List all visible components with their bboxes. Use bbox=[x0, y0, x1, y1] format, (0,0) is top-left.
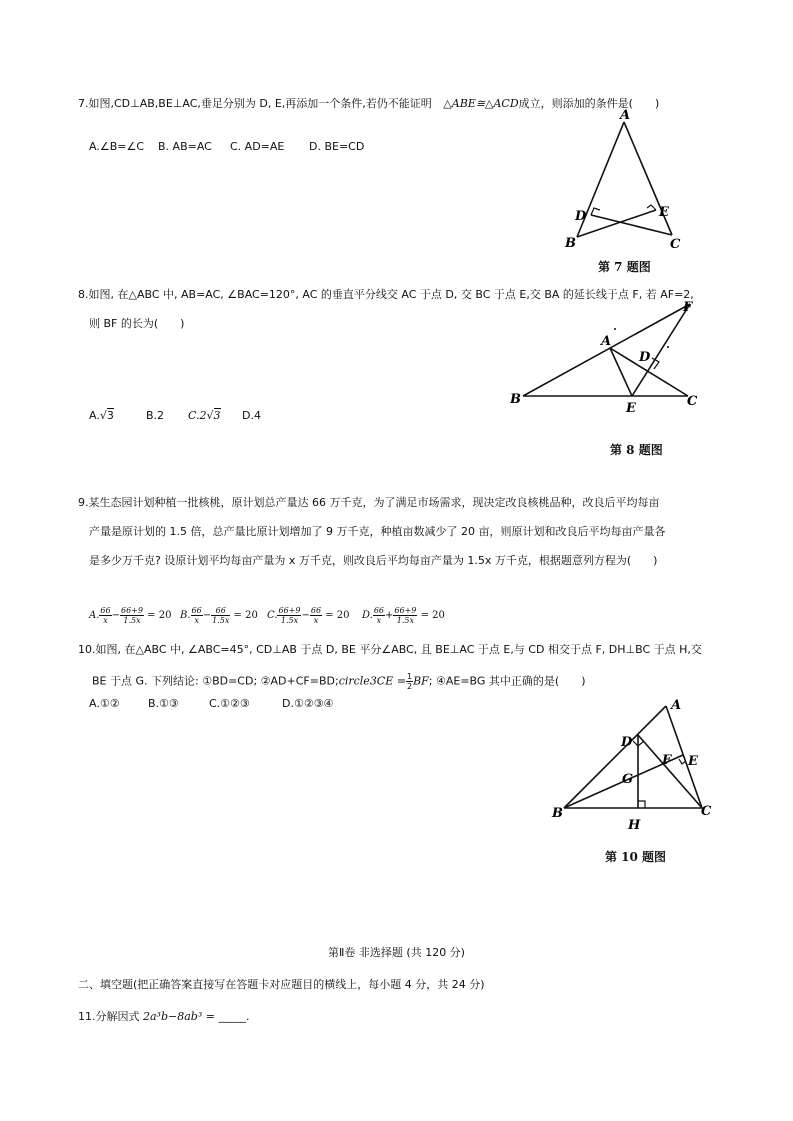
q10-right-angle-h bbox=[638, 801, 645, 808]
q9-option-c-label: C. bbox=[267, 610, 278, 621]
q9-c-num2: 66 bbox=[310, 606, 322, 615]
q10-figure-caption: 第 10 题图 bbox=[605, 850, 667, 864]
q9-b-eq: = 20 bbox=[233, 610, 258, 621]
q9-b-num2: 66 bbox=[211, 606, 230, 616]
q9-d-num1: 66 bbox=[373, 606, 385, 615]
sqrt-icon: √ bbox=[99, 409, 107, 422]
q10-line-ba bbox=[564, 706, 666, 808]
q10-line2-a: BE 于点 G. 下列结论: ①BD=CD; ②AD+CF=BD; bbox=[92, 674, 339, 688]
q8-stem-line1: 8.如图, 在△ABC 中, AB=AC, ∠BAC=120°, AC 的垂直平分线交 AC 于点 D, 交 BC 于点 E,交 BA 的延长线于点 F, 若 AF=2, bbox=[78, 288, 694, 301]
q8-option-c-prefix: C.2 bbox=[188, 409, 207, 422]
q9-c-eq: = 20 bbox=[325, 610, 350, 621]
q10-line2 bbox=[92, 672, 586, 691]
q10-option-b: B.①③ bbox=[148, 697, 179, 710]
q8-option-a-prefix: A. bbox=[89, 409, 100, 422]
q8-dot bbox=[614, 328, 616, 330]
q11-stem bbox=[78, 1010, 249, 1024]
q11-math: 2a³b−8ab³ = bbox=[143, 1010, 215, 1023]
section2-heading: 二、填空题(把正确答案直接写在答题卡对应题目的横线上，每小题 4 分，共 24 分) bbox=[78, 978, 485, 991]
q9-d-den2: 1.5x bbox=[396, 616, 415, 625]
q9-option-c bbox=[267, 606, 350, 625]
q8-option-a bbox=[89, 409, 114, 423]
q7-right-angle-e bbox=[647, 205, 656, 210]
q7-label-c: C bbox=[670, 237, 681, 252]
sqrt-icon: √ bbox=[206, 409, 214, 422]
q9-option-b bbox=[180, 606, 258, 625]
q10-label-e: E bbox=[688, 754, 698, 769]
q9-option-a-label: A. bbox=[89, 610, 100, 621]
q8-label-e: E bbox=[626, 401, 636, 416]
q10-line1: 10.如图, 在△ABC 中, ∠ABC=45°, CD⊥AB 于点 D, BE 平分∠ABC, 且 BE⊥AC 于点 E,与 CD 相交于点 F, DH⊥BC 于点 H,交 bbox=[78, 643, 702, 656]
q9-c-num1: 66+9 bbox=[278, 606, 301, 615]
q9-c-den2: x bbox=[313, 616, 319, 625]
q10-line2-b: ; ④AE=BG 其中正确的是( ) bbox=[428, 674, 586, 688]
q10-line2-math: circle3CE = bbox=[338, 674, 406, 688]
q8-label-d: D bbox=[639, 350, 651, 365]
q10-label-b: B bbox=[552, 806, 563, 821]
q7-figure-caption: 第 7 题图 bbox=[598, 260, 651, 274]
q10-label-f: F bbox=[662, 753, 672, 768]
q7-label-a: A bbox=[620, 108, 631, 123]
q9-b-den1: x bbox=[194, 616, 199, 625]
q10-line2-math2: BF bbox=[413, 674, 429, 688]
q7-label-d: D bbox=[575, 209, 587, 224]
q10-option-a: A.①② bbox=[89, 697, 120, 710]
q9-line2: 产量是原计划的 1.5 倍，总产量比原计划增加了 9 万千克，种植亩数减少了 20 亩，则原计划和改良后平均每亩产量各 bbox=[89, 525, 666, 538]
q9-option-d-label: D. bbox=[362, 610, 373, 621]
q10-label-g: G bbox=[622, 772, 634, 787]
q9-line1: 9.某生态园计划种植一批核桃，原计划总产量达 66 万千克，为了满足市场需求，现决定改良核桃品种，改良后平均每亩 bbox=[78, 496, 660, 509]
q9-a-op: − bbox=[111, 610, 120, 621]
q7-stem-end: 成立，则添加的条件是( ) bbox=[518, 97, 660, 110]
q7-right-angle-d bbox=[591, 208, 600, 215]
q9-b-num1: 66 bbox=[191, 606, 202, 615]
q8-label-c: C bbox=[687, 394, 698, 409]
q7-option-b: B. AB=AC bbox=[158, 140, 212, 153]
q7-option-c: C. AD=AE bbox=[230, 140, 285, 153]
q9-a-den1: x bbox=[103, 616, 108, 625]
q7-stem-text: 7.如图,CD⊥AB,BE⊥AC,垂足分别为 D, E,再添加一个条件,若仍不能证明 bbox=[78, 97, 432, 110]
q10-label-a: A bbox=[671, 698, 682, 713]
q9-option-d bbox=[362, 606, 445, 625]
q8-option-b: B.2 bbox=[146, 409, 165, 422]
q8-stem-line2: 则 BF 的长为( ) bbox=[89, 317, 185, 330]
q8-label-b: B bbox=[510, 392, 521, 407]
q10-figure bbox=[548, 695, 728, 840]
q9-d-den1: x bbox=[376, 616, 382, 625]
q9-d-op: + bbox=[385, 610, 394, 621]
q7-option-d: D. BE=CD bbox=[309, 140, 365, 153]
q10-frac-den: 2 bbox=[406, 682, 413, 691]
q9-a-den2: 1.5x bbox=[123, 616, 141, 625]
q8-option-d: D.4 bbox=[242, 409, 261, 422]
q9-a-num1: 66 bbox=[100, 606, 111, 615]
q10-label-d: D bbox=[621, 735, 633, 750]
q8-option-c bbox=[188, 409, 221, 423]
q9-option-b-label: B. bbox=[180, 610, 191, 621]
q8-figure-caption: 第 8 题图 bbox=[610, 443, 663, 457]
q7-figure bbox=[560, 105, 700, 255]
q11-blank: _____. bbox=[218, 1010, 250, 1023]
q9-a-eq: = 20 bbox=[147, 610, 172, 621]
q9-d-eq: = 20 bbox=[420, 610, 445, 621]
q8-figure bbox=[505, 295, 705, 420]
q7-option-a: A.∠B=∠C bbox=[89, 140, 144, 153]
q9-c-den1: 1.5x bbox=[280, 616, 299, 625]
q7-line-be bbox=[577, 210, 656, 237]
section2-title: 第Ⅱ卷 非选择题 (共 120 分) bbox=[328, 946, 465, 959]
q9-b-op: − bbox=[202, 610, 212, 621]
q10-label-c: C bbox=[701, 804, 712, 819]
q10-frac-num: 1 bbox=[406, 672, 413, 681]
q11-prefix: 11.分解因式 bbox=[78, 1010, 140, 1023]
q9-line3: 是多少万千克? 设原计划平均每亩产量为 x 万千克，则改良后平均每亩产量为 1.5x 万千克，根据题意列方程为( ) bbox=[89, 554, 658, 567]
q7-stem-math: △ABE≅△ACD bbox=[443, 97, 519, 110]
q9-d-num2: 66+9 bbox=[394, 606, 417, 615]
q9-option-a bbox=[89, 606, 171, 625]
q8-option-c-radicand: 3 bbox=[213, 409, 221, 422]
q8-label-f: F bbox=[683, 300, 693, 315]
q7-label-b: B bbox=[565, 236, 576, 251]
q9-b-den2: 1.5x bbox=[212, 616, 230, 625]
q8-option-a-radicand: 3 bbox=[106, 409, 114, 422]
q10-option-d: D.①②③④ bbox=[282, 697, 334, 710]
q10-label-h: H bbox=[628, 818, 641, 833]
q10-option-c: C.①②③ bbox=[209, 697, 250, 710]
q7-label-e: E bbox=[659, 205, 669, 220]
q9-a-num2: 66+9 bbox=[120, 606, 143, 615]
q9-c-op: − bbox=[301, 610, 310, 621]
q8-label-a: A bbox=[601, 334, 612, 349]
q8-dot bbox=[667, 346, 669, 348]
